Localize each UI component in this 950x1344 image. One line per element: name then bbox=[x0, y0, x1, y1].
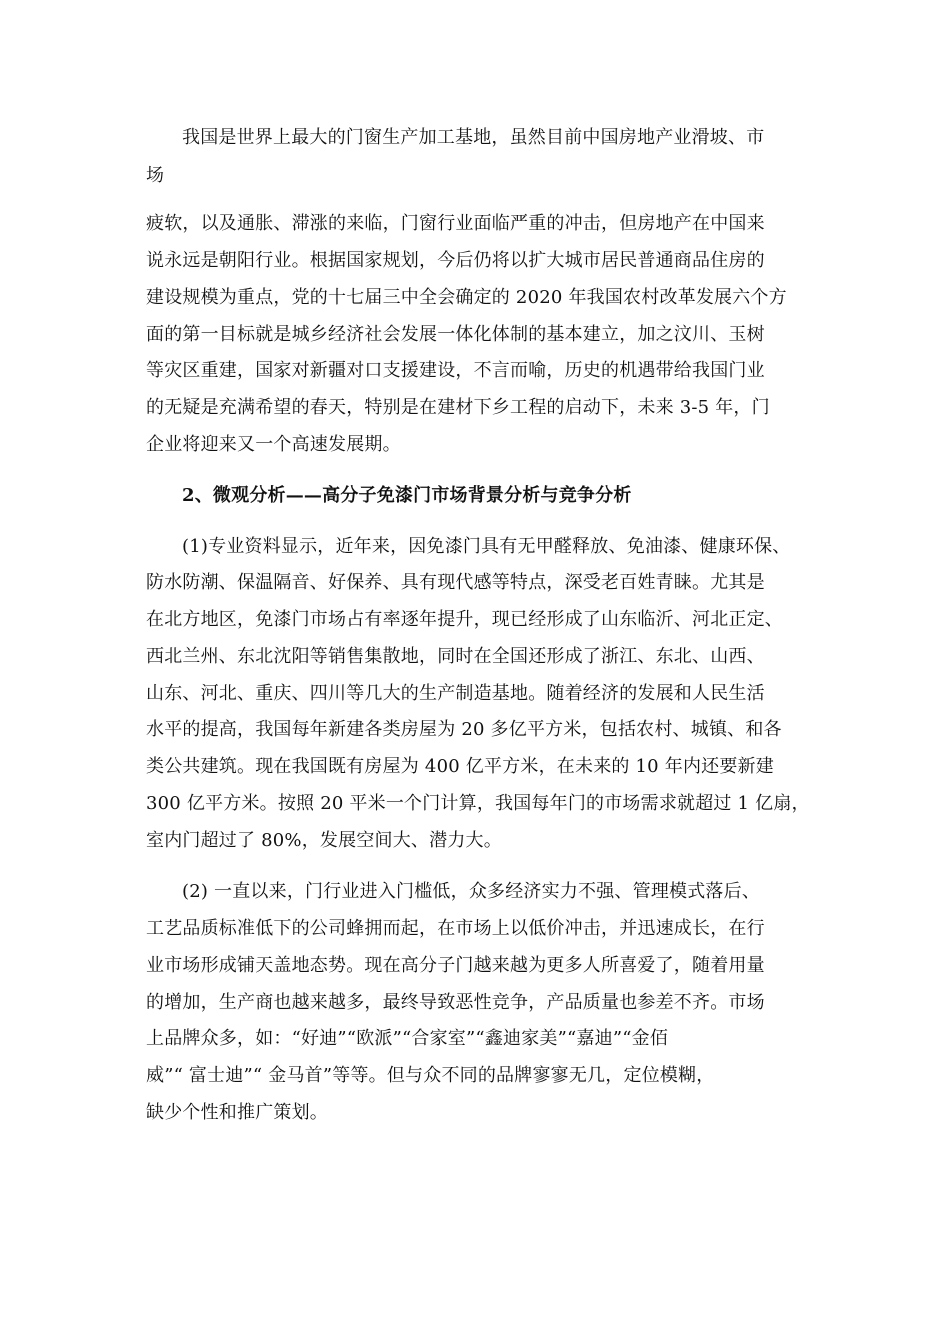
paragraph-1-line: 的无疑是充满希望的春天，特别是在建材下乡工程的启动下，未来 3-5 年，门 bbox=[146, 397, 770, 418]
paragraph-2-line: 山东、河北、重庆、四川等几大的生产制造基地。随着经济的发展和人民生活 bbox=[146, 683, 765, 704]
section-heading: 2、微观分析——高分子免漆门市场背景分析与竞争分析 bbox=[182, 485, 632, 506]
paragraph-1-line: 面的第一目标就是城乡经济社会发展一体化体制的基本建立，加之汶川、玉树 bbox=[146, 324, 765, 345]
paragraph-1-line: 企业将迎来又一个高速发展期。 bbox=[146, 434, 401, 455]
paragraph-2-line: 室内门超过了 80%，发展空间大、潜力大。 bbox=[146, 830, 502, 851]
paragraph-2-line: (1)专业资料显示，近年来，因免漆门具有无甲醛释放、免油漆、健康环保、 bbox=[182, 536, 791, 557]
paragraph-2-line: 类公共建筑。现在我国既有房屋为 400 亿平方米，在未来的 10 年内还要新建 bbox=[146, 756, 774, 777]
paragraph-1-line: 等灾区重建，国家对新疆对口支援建设，不言而喻，历史的机遇带给我国门业 bbox=[146, 360, 765, 381]
paragraph-3-line: 威”“ 富士迪”“ 金马首”等等。但与众不同的品牌寥寥无几，定位模糊， bbox=[146, 1065, 715, 1086]
paragraph-2-line: 防水防潮、保温隔音、好保养、具有现代感等特点，深受老百姓青睐。尤其是 bbox=[146, 572, 765, 593]
paragraph-3-line: 上品牌众多，如：“好迪”“欧派”“合家室”“鑫迪家美”“嘉迪”“金佰 bbox=[146, 1028, 669, 1049]
paragraph-2-line: 300 亿平方米。按照 20 平米一个门计算，我国每年门的市场需求就超过 1 亿扇， bbox=[146, 793, 810, 814]
paragraph-3-line: 缺少个性和推广策划。 bbox=[146, 1102, 328, 1123]
paragraph-3-line: 工艺品质标准低下的公司蜂拥而起，在市场上以低价冲击，并迅速成长，在行 bbox=[146, 918, 765, 939]
paragraph-3-line: 业市场形成铺天盖地态势。现在高分子门越来越为更多人所喜爱了，随着用量 bbox=[146, 955, 765, 976]
paragraph-3-line: (2) 一直以来，门行业进入门槛低，众多经济实力不强、管理模式落后、 bbox=[182, 881, 761, 902]
paragraph-1-line: 场 bbox=[146, 165, 165, 186]
paragraph-3-line: 的增加，生产商也越来越多，最终导致恶性竞争，产品质量也参差不齐。市场 bbox=[146, 992, 765, 1013]
paragraph-1-line: 建设规模为重点，党的十七届三中全会确定的 2020 年我国农村改革发展六个方 bbox=[146, 287, 787, 308]
paragraph-2-line: 水平的提高，我国每年新建各类房屋为 20 多亿平方米，包括农村、城镇、和各 bbox=[146, 719, 782, 740]
paragraph-1-line: 我国是世界上最大的门窗生产加工基地，虽然目前中国房地产业滑坡、市 bbox=[182, 127, 765, 148]
paragraph-2-line: 在北方地区，免漆门市场占有率逐年提升，现已经形成了山东临沂、河北正定、 bbox=[146, 609, 783, 630]
paragraph-1-line: 疲软，以及通胀、滞涨的来临，门窗行业面临严重的冲击，但房地产在中国来 bbox=[146, 213, 765, 234]
paragraph-1-line: 说永远是朝阳行业。根据国家规划，今后仍将以扩大城市居民普通商品住房的 bbox=[146, 250, 765, 271]
paragraph-2-line: 西北兰州、东北沈阳等销售集散地，同时在全国还形成了浙江、东北、山西、 bbox=[146, 646, 765, 667]
